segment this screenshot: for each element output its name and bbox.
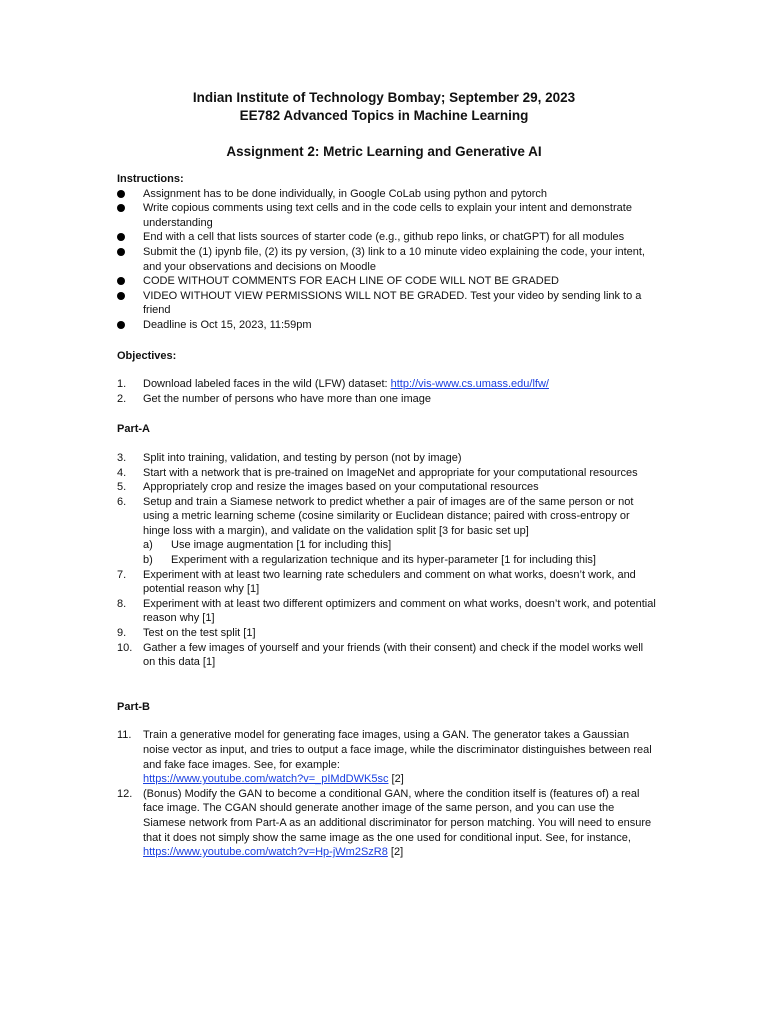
instructions-heading: Instructions: [117, 173, 184, 185]
part-a-list [117, 451, 657, 670]
cgan-video-link[interactable]: https://www.youtube.com/watch?v=Hp-jWm2SzR8 [143, 846, 388, 859]
sub-list-item: b) Experiment with a regularization technique and its hyper-parameter [1 for including this] [143, 554, 596, 567]
objectives-list [117, 377, 657, 406]
list-item: Assignment has to be done individually, in Google CoLab using python and pytorch [117, 187, 657, 202]
part-b-list [117, 728, 657, 859]
list-item: CODE WITHOUT COMMENTS FOR EACH LINE OF CODE WILL NOT BE GRADED [117, 274, 657, 289]
list-item: 7. Experiment with at least two learning rate schedulers and comment on what works, doesn’t work, and potential reason why [1] [117, 568, 636, 596]
bullet-icon [117, 248, 125, 256]
list-item: 1. Download labeled faces in the wild (LFW) dataset: http://vis-www.cs.umass.edu/lfw/ [117, 378, 549, 391]
list-item: 12. (Bonus) Modify the GAN to become a conditional GAN, where the condition itself is (features of) a real face image. The CGAN should generate another image of the same person, and you can use the Siamese network from Part-A as an additional discriminator for person matching. You will need to ensure that it does not simply show the same image as the one used for conditional input. See, for instance, https://www.youtube.com/watch?v=Hp-jWm2SzR8 [2] [117, 787, 652, 859]
list-item: 10. Gather a few images of yourself and your friends (with their consent) and check if the model works well on this data [1] [117, 641, 644, 669]
objectives-heading: Objectives: [117, 349, 177, 362]
institution-date-line: Indian Institute of Technology Bombay; September 29, 2023 [192, 90, 576, 105]
document-body [117, 172, 657, 860]
lfw-dataset-link[interactable]: http://vis-www.cs.umass.edu/lfw/ [390, 378, 549, 391]
list-item: 8. Experiment with at least two different optimizers and comment on what works, doesn’t work, and potential reason why [1] [117, 597, 656, 625]
list-item: 11. Train a generative model for generating face images, using a GAN. The generator takes a Gaussian noise vector as input, and tries to output a face image, while the discriminator distinguishes between real and fake face images. See, for example: https://www.youtube.com/watch?v=_pIMdDWK5sc [2] [117, 729, 652, 786]
bullet-icon [117, 190, 125, 198]
list-item: 3. Split into training, validation, and testing by person (not by image) [117, 451, 462, 464]
list-item: Write copious comments using text cells and in the code cells to explain your intent and demonstrate understanding [117, 201, 657, 230]
bullet-icon [117, 292, 125, 300]
list-item: Deadline is Oct 15, 2023, 11:59pm [117, 318, 657, 333]
bullet-icon [117, 233, 125, 241]
part-b-heading: Part-B [117, 700, 151, 713]
part-a-heading: Part-A [117, 423, 151, 436]
list-item: End with a cell that lists sources of starter code (e.g., github repo links, or chatGPT) for all modules [117, 230, 657, 245]
gan-video-link[interactable]: https://www.youtube.com/watch?v=_pIMdDWK5sc [143, 773, 389, 786]
list-item: 4. Start with a network that is pre-trained on ImageNet and appropriate for your computational resources [117, 466, 638, 479]
course-title: EE782 Advanced Topics in Machine Learning [239, 108, 529, 123]
list-item: Submit the (1) ipynb file, (2) its py version, (3) link to a 10 minute video explaining the code, your intent, and your observations and decisions on Moodle [117, 245, 657, 274]
sub-list-item: a) Use image augmentation [1 for including this] [143, 539, 392, 552]
list-item: 9. Test on the test split [1] [117, 627, 256, 640]
bullet-icon [117, 204, 125, 212]
list-item: VIDEO WITHOUT VIEW PERMISSIONS WILL NOT BE GRADED. Test your video by sending link to a friend [117, 289, 657, 318]
list-item: 6. Setup and train a Siamese network to predict whether a pair of images are of the same person or not using a metric learning scheme (cosine similarity or Euclidean distance; paired with cross-entropy or hinge loss with a margin), and validate on the validation split [3 for basic set up] [117, 495, 634, 537]
list-item: 2. Get the number of persons who have more than one image [117, 392, 432, 405]
bullet-icon [117, 321, 125, 329]
bullet-icon [117, 277, 125, 285]
list-item: 5. Appropriately crop and resize the images based on your computational resources [117, 481, 539, 494]
assignment-title: Assignment 2: Metric Learning and Generative AI [226, 144, 542, 159]
instructions-list [117, 187, 657, 333]
